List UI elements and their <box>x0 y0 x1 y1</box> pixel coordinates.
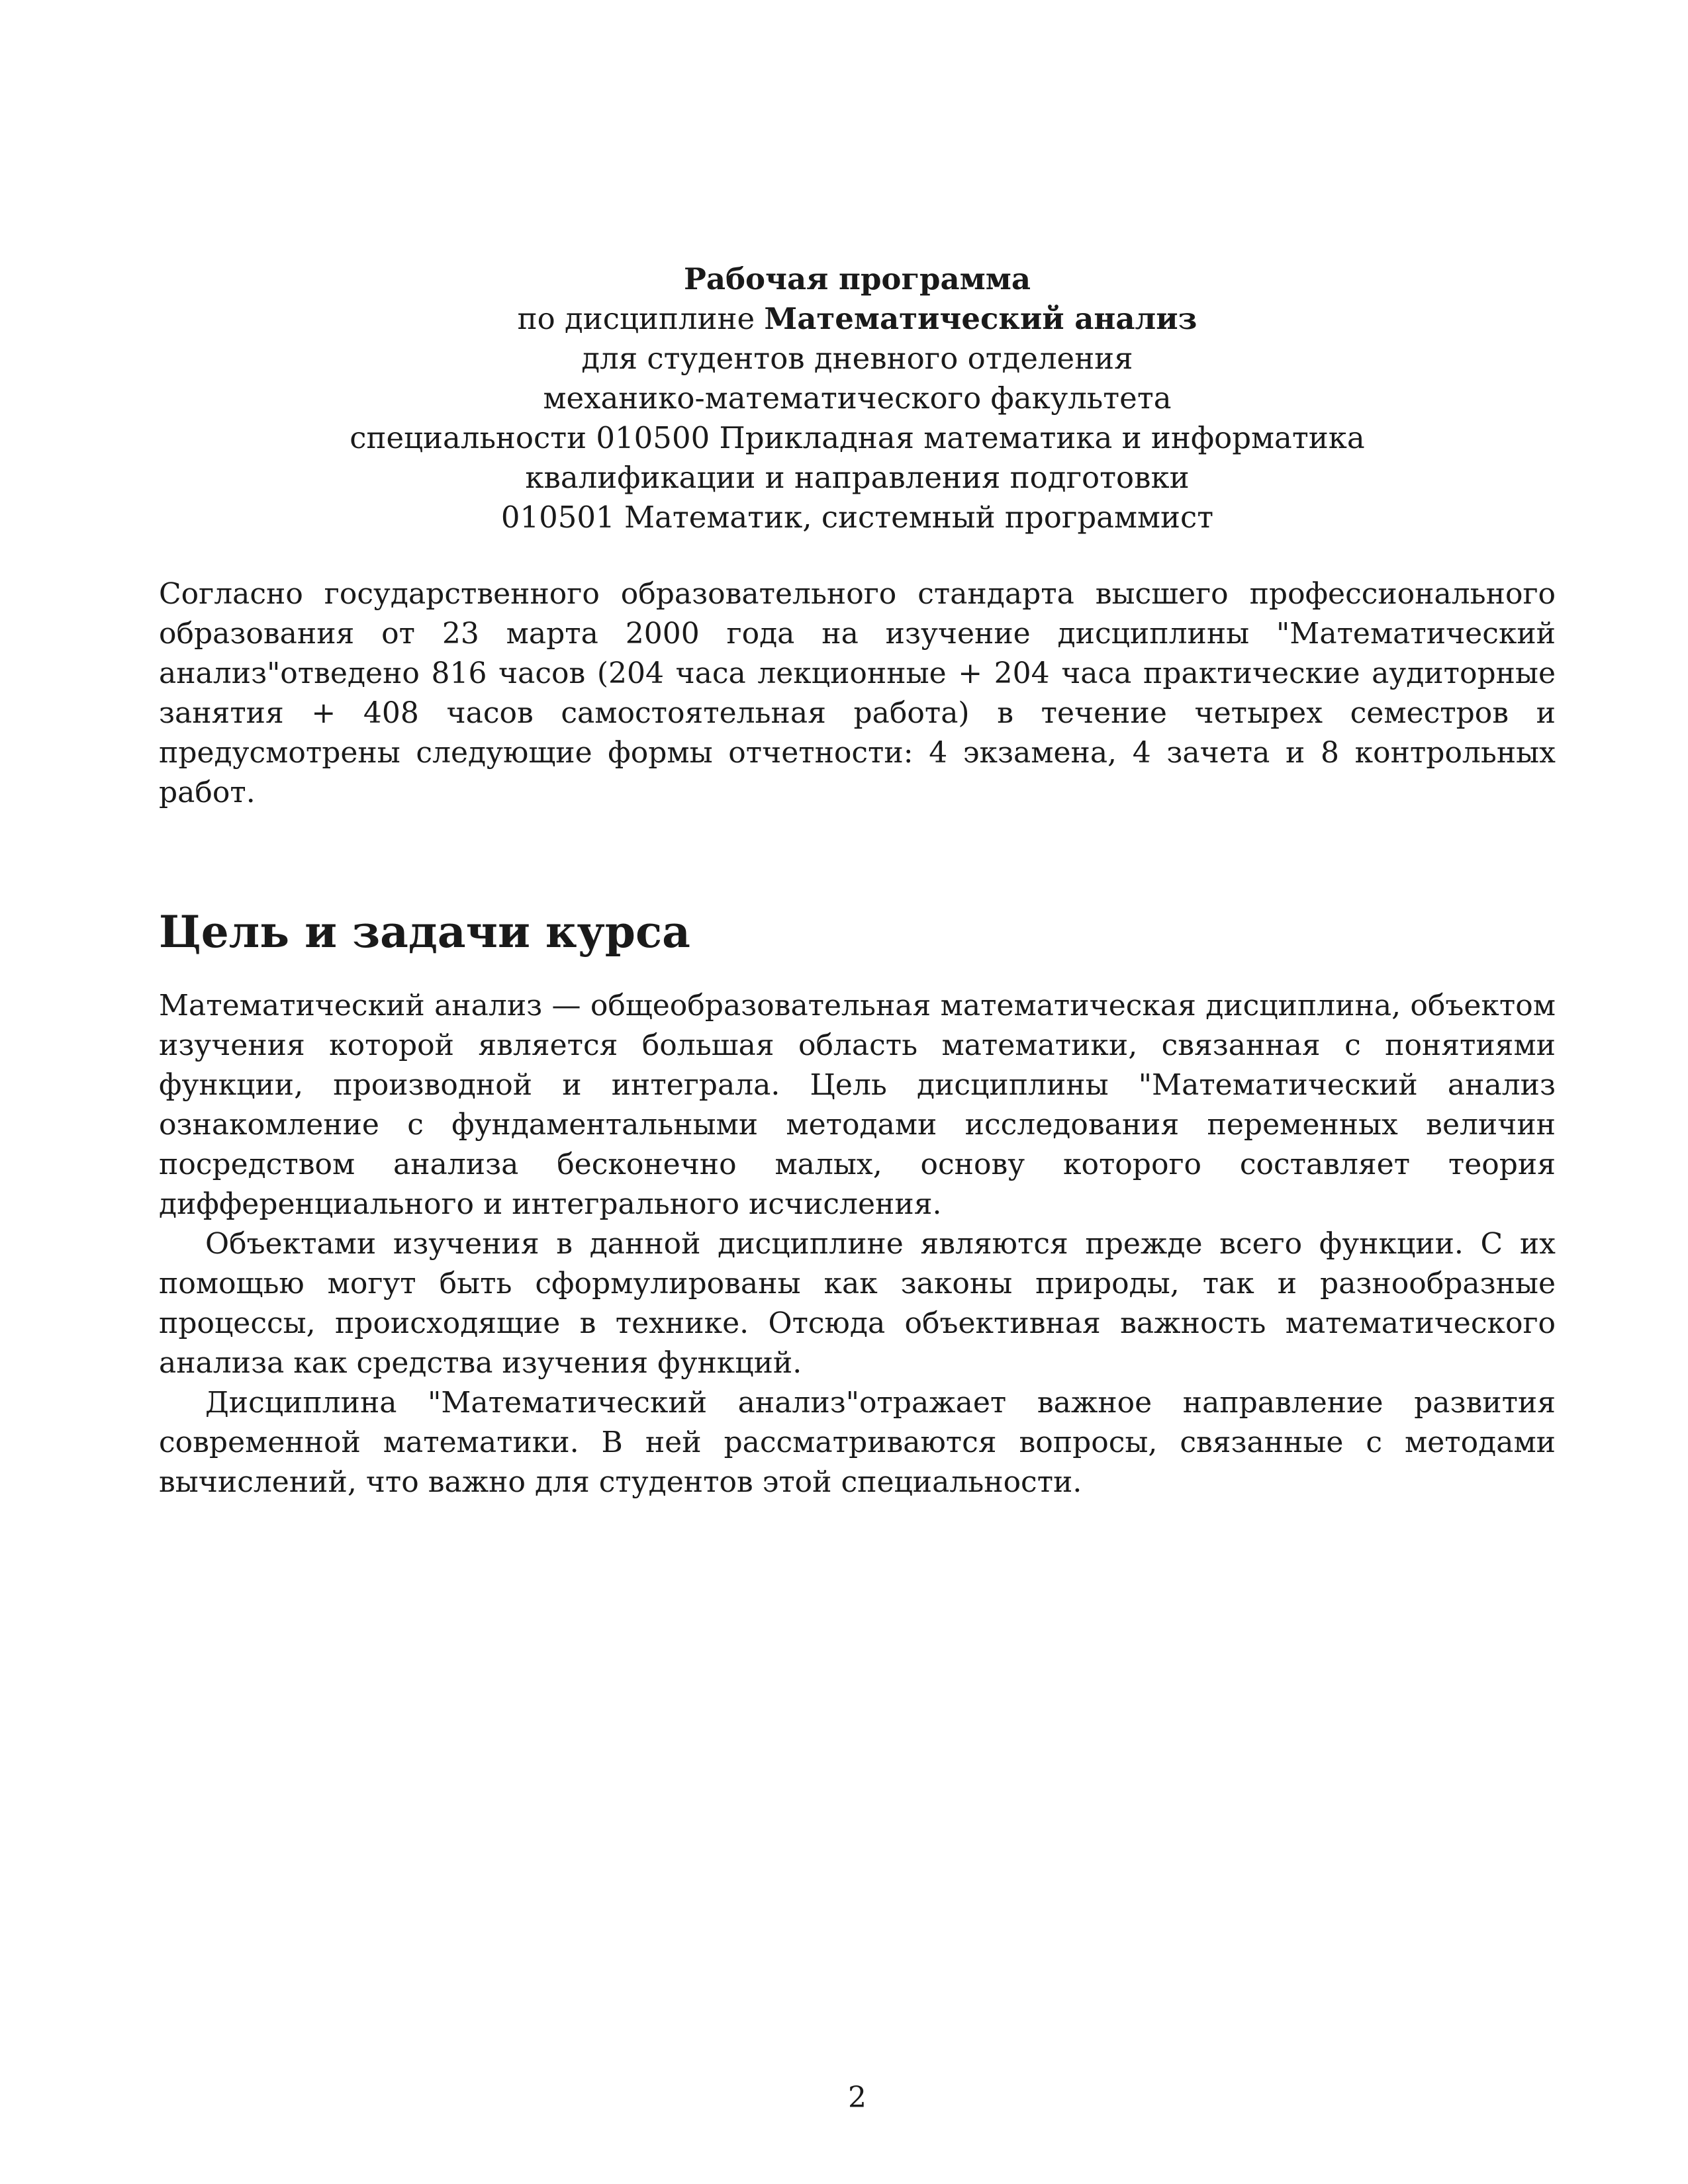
page-number: 2 <box>848 2081 867 2115</box>
specialty-line: специальности 010500 Прикладная математика и информатика <box>350 420 1365 455</box>
discipline-prefix: по дисциплине <box>517 301 765 336</box>
section-paragraph-1: Математический анализ — общеобразовательная математическая дисциплина, объектом изучения которой является большая область математики, связанная с понятиями функции, производной и интеграла. Цель дисциплины "Математический анализ ознакомление с фундаментальными методами исследования переменных величин посредством анализа бесконечно малых, основу которого составляет теория дифференциального и интегрального исчисления. <box>159 989 1556 1221</box>
faculty-line: механико-математического факультета <box>543 381 1172 416</box>
audience-line: для студентов дневного отделения <box>581 341 1133 376</box>
qualification-line: квалификации и направления подготовки <box>525 460 1190 495</box>
section-paragraph-2: Объектами изучения в данной дисциплине являются прежде всего функции. С их помощью могут быть сформулированы как законы природы, так и разнообразные процессы, происходящие в технике. Отсюда объективная важность математического анализа как средства изучения функций. <box>159 1227 1556 1380</box>
discipline-name: Математический анализ <box>764 301 1197 336</box>
discipline-line <box>0 299 1688 339</box>
qualification-code-line: 010501 Математик, системный программист <box>500 500 1214 535</box>
title-block <box>0 259 1688 537</box>
intro-section <box>159 574 1556 813</box>
intro-paragraph: Согласно государственного образовательного стандарта высшего профессионального образования от 23 марта 2000 года на изучение дисциплины "Математический анализ"отведено 816 часов (204 часа лекционные + 204 часа практические аудиторные занятия + 408 часов самостоятельная работа) в течение четырех семестров и предусмотрены следующие формы отчетности: 4 экзамена, 4 зачета и 8 контрольных работ. <box>159 577 1556 809</box>
section-paragraph-3: Дисциплина "Математический анализ"отражает важное направление развития современной математики. В ней рассматриваются вопросы, связанные с методами вычислений, что важно для студентов этой специальности. <box>159 1386 1556 1499</box>
section-heading: Цель и задачи курса <box>159 906 690 958</box>
section-body <box>159 986 1556 1502</box>
document-title: Рабочая программа <box>684 261 1031 296</box>
